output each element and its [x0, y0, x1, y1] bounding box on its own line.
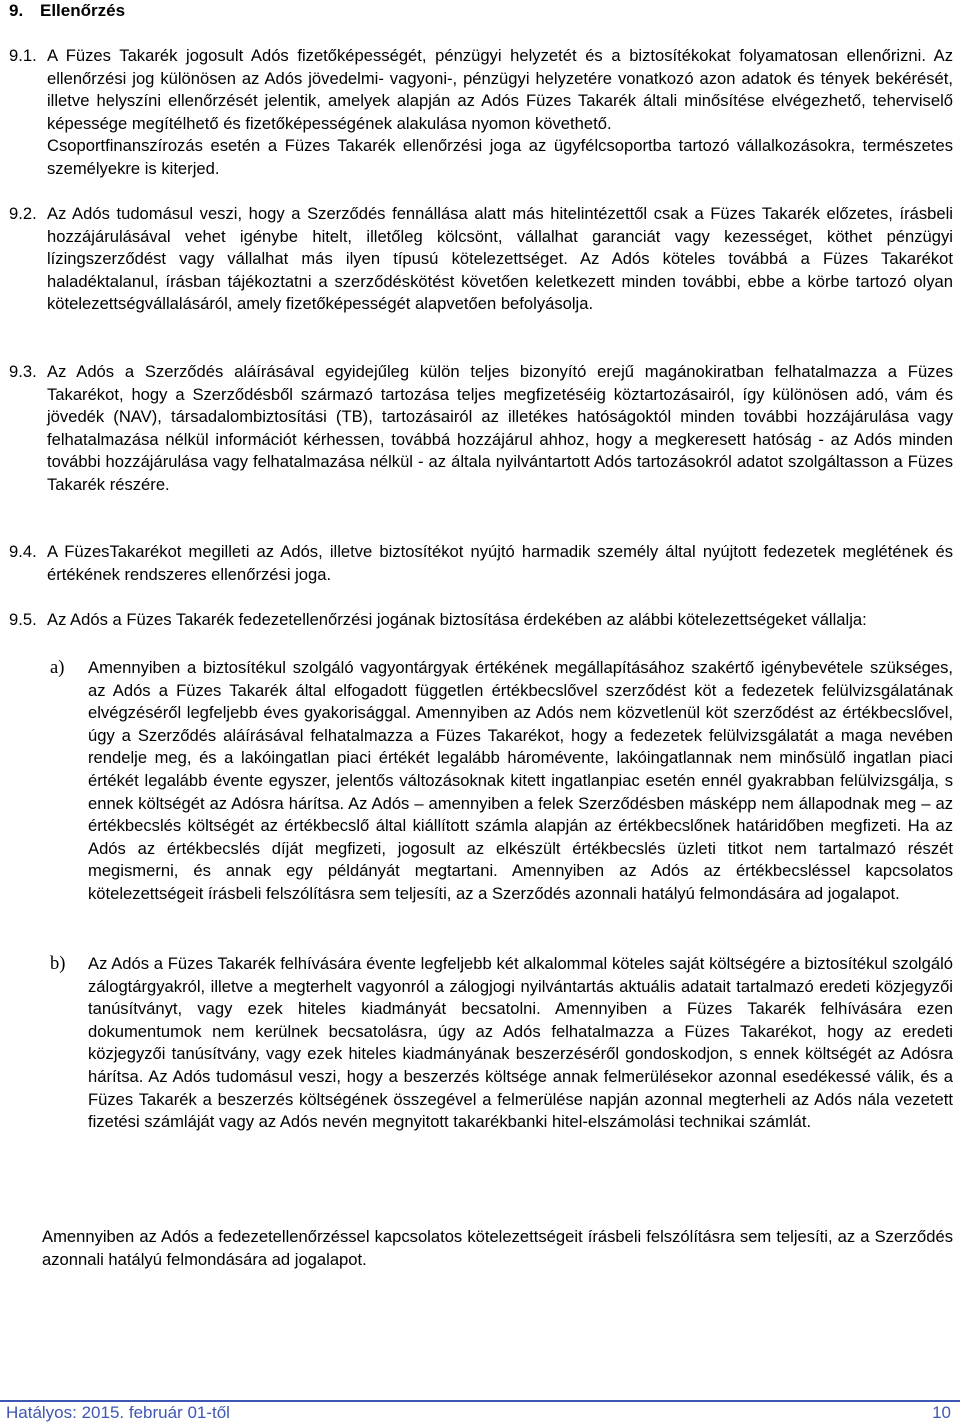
paragraph-number: 9.4.: [9, 542, 37, 561]
paragraph-text: A FüzesTakarékot megilleti az Adós, illetve biztosítékot nyújtó harmadik személy által nyújtott fedezetek meglétének és értékének rendszeres ellenőrzési joga.: [47, 542, 953, 584]
paragraph-text: Az Adós a Füzes Takarék fedezetellenőrzési jogának biztosítása érdekében az alábbi kötelezettségeket vállalja:: [47, 610, 867, 629]
paragraph-continuation: Csoportfinanszírozás esetén a Füzes Takarék ellenőrzési joga az ügyfélcsoportba tartozó vállalkozásokra, természetes személyekre is kiterjed.: [47, 136, 953, 178]
list-item-b: [9, 953, 953, 1134]
paragraph-number: 9.5.: [9, 610, 37, 629]
page-footer: [0, 1400, 960, 1424]
paragraph-text: Az Adós a Szerződés aláírásával egyidejűleg külön teljes bizonyító erejű magánokiratban felhatalmazza a Füzes Takarékot, hogy a Szerződésből származó tartozása teljes megfizetéséig köztartozásairól, így különösen adó, vám és jövedék (NAV), társadalombiztosítási (TB), tartozásairól az illetékes hatóságoktól minden további hozzájárulása vagy felhatalmazása nélkül információt kérhessen, továbbá hozzájárul ahhoz, hogy a megkeresett hatóság - az Adós minden további hozzájárulása vagy felhatalmazása nélkül - az általa nyilvántartott Adós tartozásokról adatot szolgáltasson a Füzes Takarék részére.: [47, 362, 953, 494]
paragraph-9-2: [9, 203, 953, 316]
list-item-text: Amennyiben a biztosítékul szolgáló vagyontárgyak értékének megállapításához szakértő igénybevétele szükséges, az Adós a Füzes Takarék által elfogadott független értékbecslővel szerződést köt a fedezetek felülvizsgálatának elvégzéséről legfeljebb éves gyakorisággal. Amennyiben az Adós nem közvetlenül köt szerződést az értékbecslővel, úgy a Szerződés aláírásával felhatalmazza a Füzes Takarékot, hogy a fedezetek felülvizsgálatát a maga nevében rendelje meg, és a lakóingatlan piaci értékét legalább háromévente, lakóingatlannak nem minősülő ingatlan piaci értékét legalább évente egyszer, jelentős változásoknak kitett ingatlanpiac esetén ennél gyakrabban felülvizsgálja, s ennek költségét az Adósra hárítsa. Az Adós – amennyiben a felek Szerződésben másképp nem állapodnak meg – az értékbecslés költségét az értékbecslő által kiállított számla alapján az értékbecslőnek határidőben megfizeti. Ha az Adós az értékbecslés díját megfizeti, jogosult az elkészült értékbecslés üzleti titkot nem tartalmazó részét megismerni, és annak egy példányát megtartani. Amennyiben az Adós az értékbecsléssel kapcsolatos kötelezettségeit írásbeli felszólításra sem teljesíti, az a Szerződés azonnali hatályú felmondására ad jogalapot.: [88, 658, 953, 903]
page-number: 10: [932, 1403, 951, 1422]
paragraph-text: A Füzes Takarék jogosult Adós fizetőképességét, pénzügyi helyzetét és a biztosítékokat folyamatosan ellenőrizni. Az ellenőrzési jog különösen az Adós jövedelmi- vagyoni-, pénzügyi helyzetére vonatkozó azon adatok és tények bekérését, illetve helyszíni ellenőrzését jelentik, amelyek alapján az Adós Füzes Takarék általi minősítése elvégezhető, teherviselő képessége megítélhető és fizetőképességének alakulása nyomon követhető.: [47, 46, 953, 133]
paragraph-number: 9.2.: [9, 204, 37, 223]
section-title: Ellenőrzés: [40, 1, 126, 20]
paragraph-9-3: [9, 361, 953, 497]
effective-date: Hatályos: 2015. február 01-től: [6, 1403, 230, 1422]
list-item-marker: b): [50, 954, 66, 974]
section-number: 9.: [9, 1, 24, 20]
paragraph-number: 9.1.: [9, 46, 37, 65]
paragraph-number: 9.3.: [9, 362, 37, 381]
paragraph-text: Az Adós tudomásul veszi, hogy a Szerződés fennállása alatt más hitelintézettől csak a Füzes Takarék előzetes, írásbeli hozzájárulásával vehet igénybe hitelt, illetőleg kölcsönt, vállalhat garanciát vagy kezességet, köthet pénzügyi lízingszerződést vagy vállalhat más ilyen típusú kötelezettséget. Az Adós köteles továbbá a Füzes Takarékot haladéktalanul, írásban tájékoztatni a szerződéskötést követően keletkezett minden további, ebbe a körbe tartozó olyan kötelezettségvállalásáról, amely fizetőképességét alapvetően befolyásolja.: [47, 204, 953, 314]
list-item-text: Az Adós a Füzes Takarék felhívására évente legfeljebb két alkalommal köteles saját költségére a biztosítékul szolgáló zálogtárgyakról, illetve a megterhelt vagyonról a zálogjogi nyilvántartás aktuális adatait tartalmazó eredeti közjegyzői tanúsítványt, vagy ezek hiteles kiadmányát becsatolni. Amennyiben a Füzes Takarék felhívására ezen dokumentumok nem kerülnek becsatolásra, úgy az Adós felhatalmazza a Füzes Takarékot, hogy az eredeti közjegyzői tanúsítvány, vagy ezek hiteles kiadmányának beszerzéséről gondoskodjon, s ennek költségét az Adósra hárítsa. Az Adós tudomásul veszi, hogy a beszerzés költsége annak felmerülésekor azonnal esedékessé válik, és a Füzes Takarék a beszerzés költségének összegével a felmerülése napján azonnal megterheli az Adós nála vezetett fizetési számláját vagy az Adós nevén megnyitott takarékbanki hitel-elszámolási technikai számlát.: [88, 954, 953, 1132]
list-item-a: [9, 657, 953, 906]
closing-paragraph: [9, 1226, 953, 1271]
paragraph-9-4: [9, 541, 953, 586]
section-heading: [9, 0, 125, 22]
paragraph-9-1: [9, 45, 953, 181]
closing-text: Amennyiben az Adós a fedezetellenőrzéssel kapcsolatos kötelezettségeit írásbeli felszólításra sem teljesíti, az a Szerződés azonnali hatályú felmondására ad jogalapot.: [42, 1227, 953, 1269]
paragraph-9-5: [9, 609, 953, 632]
list-item-marker: a): [50, 658, 65, 678]
